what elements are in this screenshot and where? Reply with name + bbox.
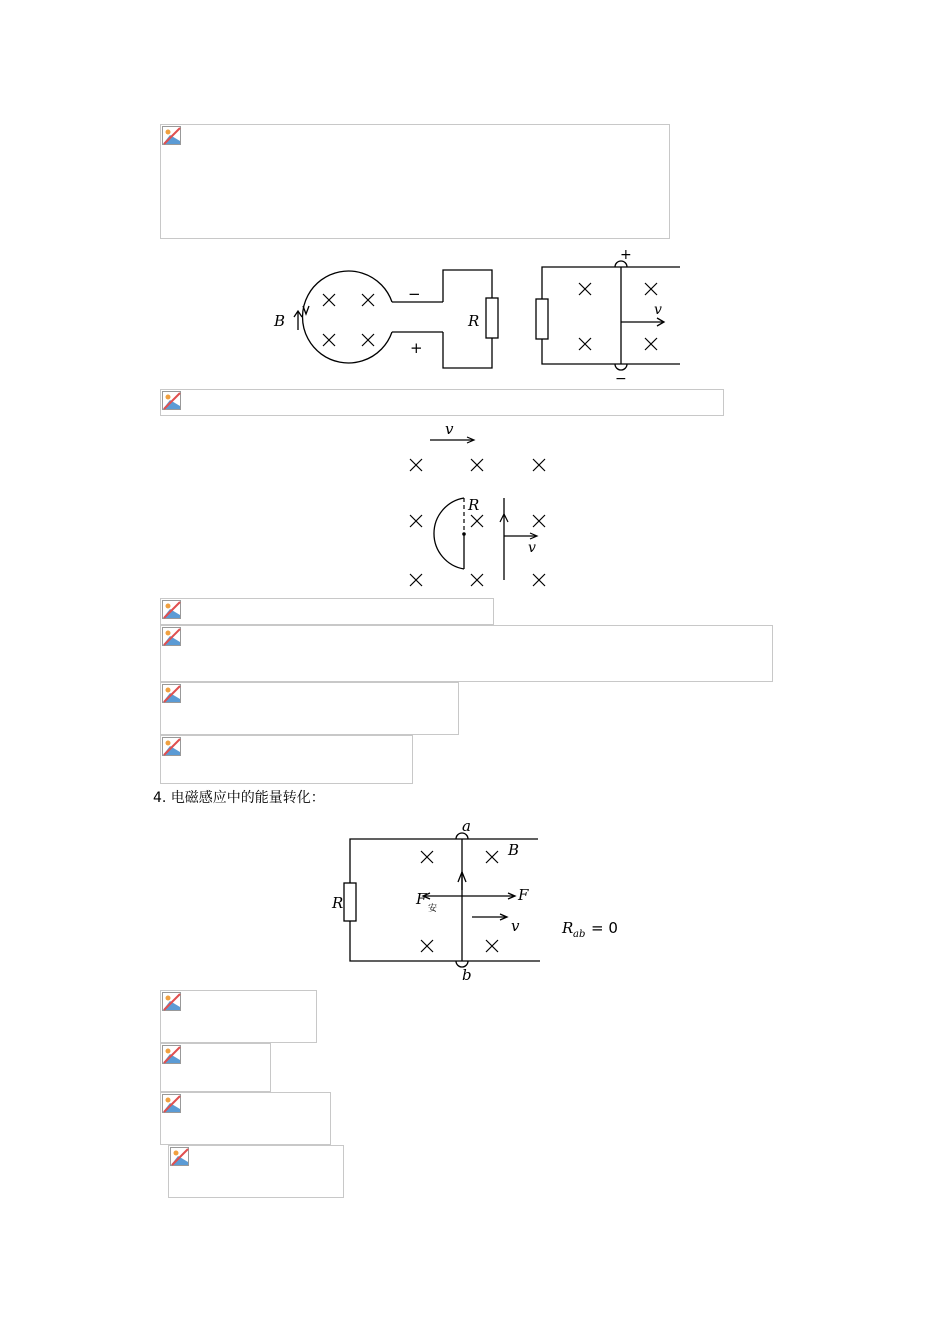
label-v-right: v [528, 540, 536, 556]
broken-image-icon [170, 1147, 189, 1166]
label-F: F [518, 886, 529, 904]
image-placeholder-2 [160, 389, 724, 416]
label-rod-minus: − [615, 371, 627, 384]
broken-image-icon [162, 600, 181, 619]
label-F-an-sub: 安 [428, 904, 438, 914]
broken-image-icon [162, 1045, 181, 1064]
label-R: R [468, 312, 480, 330]
label-b: b [462, 966, 472, 984]
label-v-top: v [445, 420, 454, 438]
image-placeholder-1 [160, 124, 670, 239]
label-v3: v [511, 917, 520, 935]
center-dot [462, 532, 466, 536]
label-R2: R [468, 496, 480, 514]
figure-semicircle [400, 418, 560, 594]
image-placeholder-4 [160, 625, 773, 682]
label-v: v [654, 302, 662, 318]
image-placeholder-6 [160, 735, 413, 784]
label-Rab: R [562, 919, 574, 937]
image-placeholder-3 [160, 598, 494, 625]
section-heading: 4. 电磁感应中的能量转化： [153, 790, 325, 806]
label-Rab-sub: ab [573, 929, 586, 940]
label-B: B [274, 312, 286, 330]
broken-image-icon [162, 737, 181, 756]
label-R3: R [332, 894, 344, 912]
image-placeholder-8 [160, 1043, 271, 1092]
figure-energy-conversion [328, 816, 628, 988]
image-placeholder-9 [160, 1092, 331, 1145]
broken-image-icon [162, 992, 181, 1011]
broken-image-icon [162, 1094, 181, 1113]
broken-image-icon [162, 391, 181, 410]
label-plus: + [410, 339, 423, 357]
label-rod-plus: + [620, 247, 632, 263]
image-placeholder-10 [168, 1145, 344, 1198]
label-a: a [462, 817, 471, 835]
figure-circuits-1 [270, 244, 690, 384]
label-B3: B [508, 841, 520, 859]
broken-image-icon [162, 627, 181, 646]
broken-image-icon [162, 126, 181, 145]
label-F-an: F [416, 890, 427, 908]
label-Rab-eq: = 0 [591, 919, 618, 937]
broken-image-icon [162, 684, 181, 703]
image-placeholder-5 [160, 682, 459, 735]
label-minus: − [408, 285, 421, 303]
image-placeholder-7 [160, 990, 317, 1043]
